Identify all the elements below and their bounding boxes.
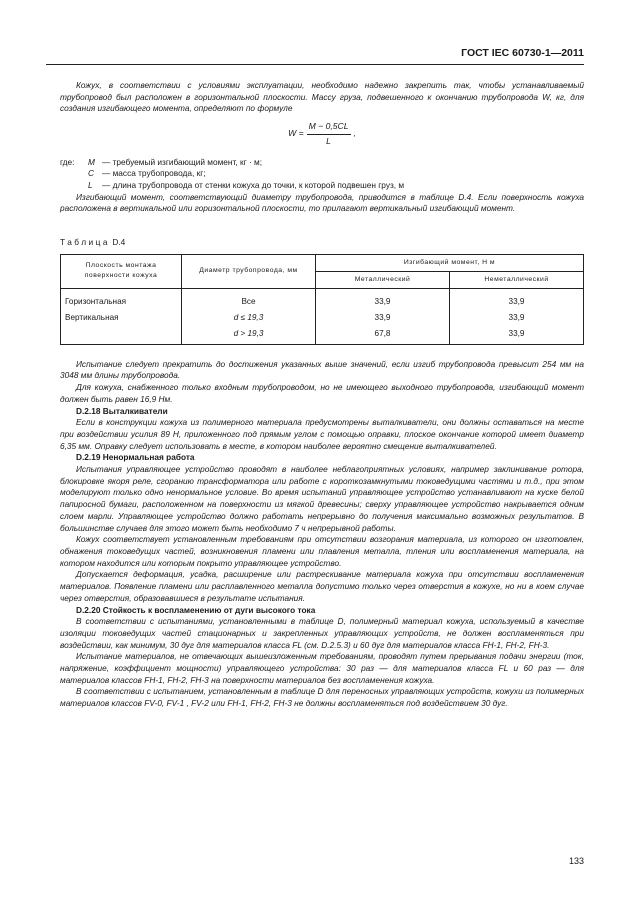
section-heading: D.2.19 Ненормальная работа <box>76 452 195 463</box>
header-diameter: Диаметр трубопровода, мм <box>182 254 316 288</box>
page-content <box>60 80 584 710</box>
paragraph: В соответствии с испытанием, установленным в таблице D для переносных управляющих устройств, кожухи из полимерных материалов классов FV-0, FV-1 , FV-2 или FH-1, FH-2, FH-3 не должны воспламеняться под воздействием 30 дуг. <box>60 686 584 709</box>
paragraph: Испытание материалов, не отвечающих вышеизложенным требованиям, проводят путем прерывания подачи энергии (ток, напряжение, коэффициент мощности) управляющего устройства: 30 раз — для материалов класса FL и 60 раз — для материалов классов FH-1, FH-2, FH-3 на поверхности материалов без воспламенения кожуха. <box>60 651 584 685</box>
legend-symbol: M <box>88 156 95 167</box>
cell-diameter: d ≤ 19,3 <box>182 310 316 326</box>
section-heading: D.2.20 Стойкость к воспламенению от дуги высокого тока <box>76 604 316 615</box>
header-metal: Металлический <box>316 271 450 288</box>
cell-diameter: Все <box>182 288 316 310</box>
cell-surface: Горизонтальная <box>61 288 182 310</box>
paragraph: В соответствии с испытаниями, установленными в таблице D, полимерный материал кожуха, используемый в качестве изоляции токоведущих частей стационарных и закрепленных управляющих устройств, не должен воспламеняться при воздействии, как минимум, 30 дуг для материалов класса FL (см. D.2.5.3) и 60 дуг для материалов класса FH-1, FH-2, FH-3. <box>60 616 584 650</box>
paragraph: Для кожуха, снабженного только входным трубопроводом, но не имеющего выходного трубопровода, изгибающий момент должен быть равен 16,9 Нм. <box>60 382 584 404</box>
paragraph: Допускается деформация, усадка, расширение или растрескивание материала кожуха при отсутствии воспламенения материалов. Появление пламени или расплавленного металла допустимо только через отверстия в кожухе, но ни в коем случае через отверстия, образовавшиеся в результате испытания. <box>60 569 584 603</box>
header-surface: Плоскость монтажа поверхности кожуха <box>61 254 182 288</box>
table-row <box>61 288 584 310</box>
cell-surface: Вертикальная <box>61 310 182 326</box>
paragraph: Испытание следует прекратить до достижения указанных выше значений, если изгиб трубопровода превысит 254 мм на 3048 мм длины трубопровода. <box>60 358 584 381</box>
cell-surface <box>61 326 182 345</box>
table-row <box>61 326 584 345</box>
cell-metal: 33,9 <box>316 310 450 326</box>
legend-lead <box>60 168 88 180</box>
cell-metal: 67,8 <box>316 326 450 345</box>
intro-paragraph: Кожух, в соответствии с условиями эксплуатации, необходимо надежно закрепить так, чтобы устанавливаемый трубопровод был расположен в горизонтальной плоскости. Массу груза, подвешенного к окончанию трубопровода W, кг, для создания изгибающего момента, определяют по формуле <box>60 80 584 114</box>
cell-metal: 33,9 <box>316 288 450 310</box>
body-text <box>60 359 584 710</box>
table-row <box>61 310 584 326</box>
cell-nonmetal: 33,9 <box>450 326 584 345</box>
header-nonmetal: Неметаллический <box>450 271 584 288</box>
legend-symbol: L <box>88 179 93 190</box>
formula-numerator: M − 0,5CL <box>307 121 351 135</box>
table-caption-label: Таблица <box>60 237 111 248</box>
table-caption <box>60 237 584 249</box>
cell-nonmetal: 33,9 <box>450 288 584 310</box>
legend-symbol: C <box>88 168 94 179</box>
section-heading: D.2.18 Выталкиватели <box>76 405 168 416</box>
header-moment: Изгибающий момент, Н м <box>316 254 584 271</box>
formula-legend <box>60 157 584 192</box>
paragraph: Если в конструкции кожуха из полимерного материала предусмотрены выталкиватели, они должны оставаться на месте при воздействии усилия 89 Н, приложенного под прямым углом с помощью оправки, плоское окончание которой имеет диаметр 6,35 мм. Оправку следует использовать в месте, в котором наиболее вероятно смещение выталкивателей. <box>60 417 584 451</box>
cell-diameter: d > 19,3 <box>182 326 316 345</box>
legend-row <box>60 180 584 192</box>
legend-row <box>60 168 584 180</box>
cell-nonmetal: 33,9 <box>450 310 584 326</box>
moment-table <box>60 254 584 345</box>
legend-lead: где: <box>60 156 75 167</box>
page-number: 133 <box>568 856 584 866</box>
formula-tail: , <box>353 128 356 139</box>
moment-paragraph: Изгибающий момент, соответствующий диаметру трубопровода, приводится в таблице D.4. Если поверхность кожуха расположена в вертикальной или горизонтальной плоскости, то прилагают вертикальный изгибающий момент. <box>60 191 584 214</box>
header-rule <box>46 64 584 65</box>
paragraph: Испытания управляющее устройство проводят в наиболее неблагоприятных условиях, например заклинивание ротора, блокировке якоря реле, сгоранию трансформатора или работе с короткозамкнутыми токоведущими частями и т.д., при этом моделируют только одно ненормальное условие. Во время испытаний управляющее устройство устанавливают на куске белой папиросной бумаги, расположенном на поверхности из мягкой древесины; сверху управляющее устройство накрывается одним слоем марли. Управляющее устройство должно работать непрерывно до получения максимально возможных результатов. В большинстве случаев для этого может быть необходимо 7 ч непрерывной работы. <box>60 464 584 533</box>
legend-text: — требуемый изгибающий момент, кг · м; <box>102 156 263 167</box>
formula-fraction <box>307 121 351 147</box>
table-caption-id: D.4 <box>112 237 126 248</box>
weight-formula <box>60 121 584 147</box>
legend-text: — длина трубопровода от стенки кожуха до точки, к которой подвешен груз, м <box>102 179 405 190</box>
paragraph: Кожух соответствует установленным требованиям при отсутствии возгорания материала, из которого он изготовлен, обнажения токоведущих частей, возникновения пламени или плавления металла, тления или воспламенения материала, на котором находится или которым покрыто управляющее устройство. <box>60 534 584 568</box>
legend-lead <box>60 180 88 192</box>
legend-text: — масса трубопровода, кг; <box>102 168 206 179</box>
standard-header: ГОСТ IEC 60730-1—2011 <box>461 47 584 59</box>
formula-denominator: L <box>326 135 331 146</box>
legend-row <box>60 157 584 169</box>
formula-lhs: W = <box>288 128 304 139</box>
